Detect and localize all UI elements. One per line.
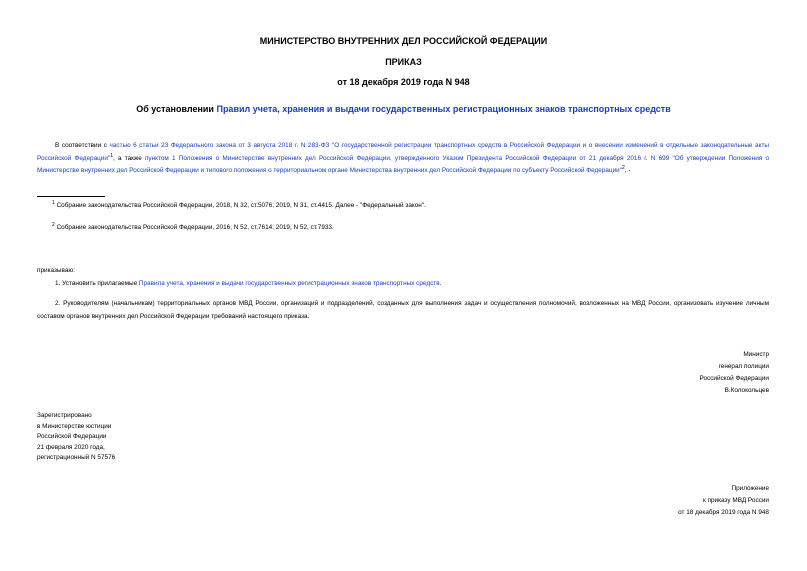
- registration-line: Российской Федерации: [37, 433, 107, 441]
- appendix-line: от 18 декабря 2019 года N 948: [678, 509, 769, 516]
- doc-type-heading: ПРИКАЗ: [385, 57, 422, 67]
- item1-prefix: 1. Установить прилагаемые: [55, 280, 139, 287]
- footnote-1: [52, 200, 752, 213]
- preamble-link-decree[interactable]: пунктом 1 Положения о Министерстве внутренних дел Российской Федерации, утвержденного Указом Президента Российской Федерации от 21 декабря 2016 г. N 699 "Об утверждении Положения о Министерстве внутренних дел Российской Федерации и типового положения о территориальном органе Министерства внутренних дел Российской Федерации по субъекту Российской Федерации": [37, 154, 769, 174]
- order-subject: [0, 104, 807, 114]
- footnote-ref-2[interactable]: 2: [622, 164, 625, 171]
- order-item-1: [55, 278, 769, 291]
- signature-line: Российской Федерации: [699, 375, 769, 382]
- appendix-line: к приказу МВД России: [702, 497, 769, 504]
- footnote-ref-1[interactable]: 1: [110, 152, 113, 159]
- footnote-mark-2: 2: [52, 221, 55, 228]
- preamble-paragraph: [37, 140, 769, 178]
- signature-line: генерал полиции: [718, 363, 769, 370]
- signature-line: В.Колокольцев: [724, 387, 769, 394]
- signature-block: [549, 349, 769, 397]
- footnote-divider: [37, 196, 105, 197]
- ministry-heading: МИНИСТЕРСТВО ВНУТРЕННИХ ДЕЛ РОССИЙСКОЙ ФЕДЕРАЦИИ: [259, 36, 548, 46]
- footnote-text-2: Собрание законодательства Российской Федерации, 2016, N 52, ст.7614; 2019, N 52, ст.7933.: [56, 224, 334, 231]
- registration-line: 21 февраля 2020 года,: [37, 443, 105, 451]
- signature-line: Министр: [743, 351, 769, 358]
- appendix-block: [549, 483, 769, 519]
- subject-link[interactable]: Правил учета, хранения и выдачи государственных регистрационных знаков транспортных средств: [216, 104, 671, 114]
- item1-suffix: .: [439, 280, 442, 287]
- order-date-number: от 18 декабря 2019 года N 948: [337, 77, 470, 87]
- order-item-2: 2. Руководителям (начальникам) территориальных органов МВД России, организаций и подразделений, созданных для выполнения задач и осуществления полномочий, возложенных на МВД России, организовать изучение личным составом органов внутренних дел Российской Федерации требований настоящего приказа.: [37, 300, 769, 320]
- preamble-text-3: , -: [624, 167, 631, 174]
- registration-line: в Министерстве юстиции: [37, 422, 112, 430]
- registration-line: Зарегистрировано: [37, 412, 92, 419]
- footnote-text-1: Собрание законодательства Российской Федерации, 2018, N 32, ст.5076; 2019, N 31, ст.4415. Далее - "Федеральный закон".: [56, 202, 426, 209]
- preamble-text-2: , а также: [112, 154, 145, 162]
- registration-block: [37, 411, 257, 464]
- appendix-line: Приложение: [731, 485, 769, 492]
- preamble-link-law[interactable]: частью 6 статьи 23 Федерального закона от 3 августа 2018 г. N 283-ФЗ "О государственной регистрации транспортных средств в Российской Федерации и о внесении изменений в отдельные законодательные акты Российской Федерации": [37, 142, 769, 162]
- footnote-mark-1: 1: [52, 199, 55, 206]
- registration-line: регистрационный N 57576: [37, 454, 116, 462]
- preamble-text-1: В соответствии с: [55, 142, 110, 149]
- footnote-2: [52, 222, 752, 235]
- subject-prefix: Об установлении: [136, 104, 217, 114]
- item1-rules-link[interactable]: Правила учета, хранения и выдачи государственных регистрационных знаков транспортных средств: [138, 280, 440, 287]
- order-intro: приказываю:: [37, 267, 75, 274]
